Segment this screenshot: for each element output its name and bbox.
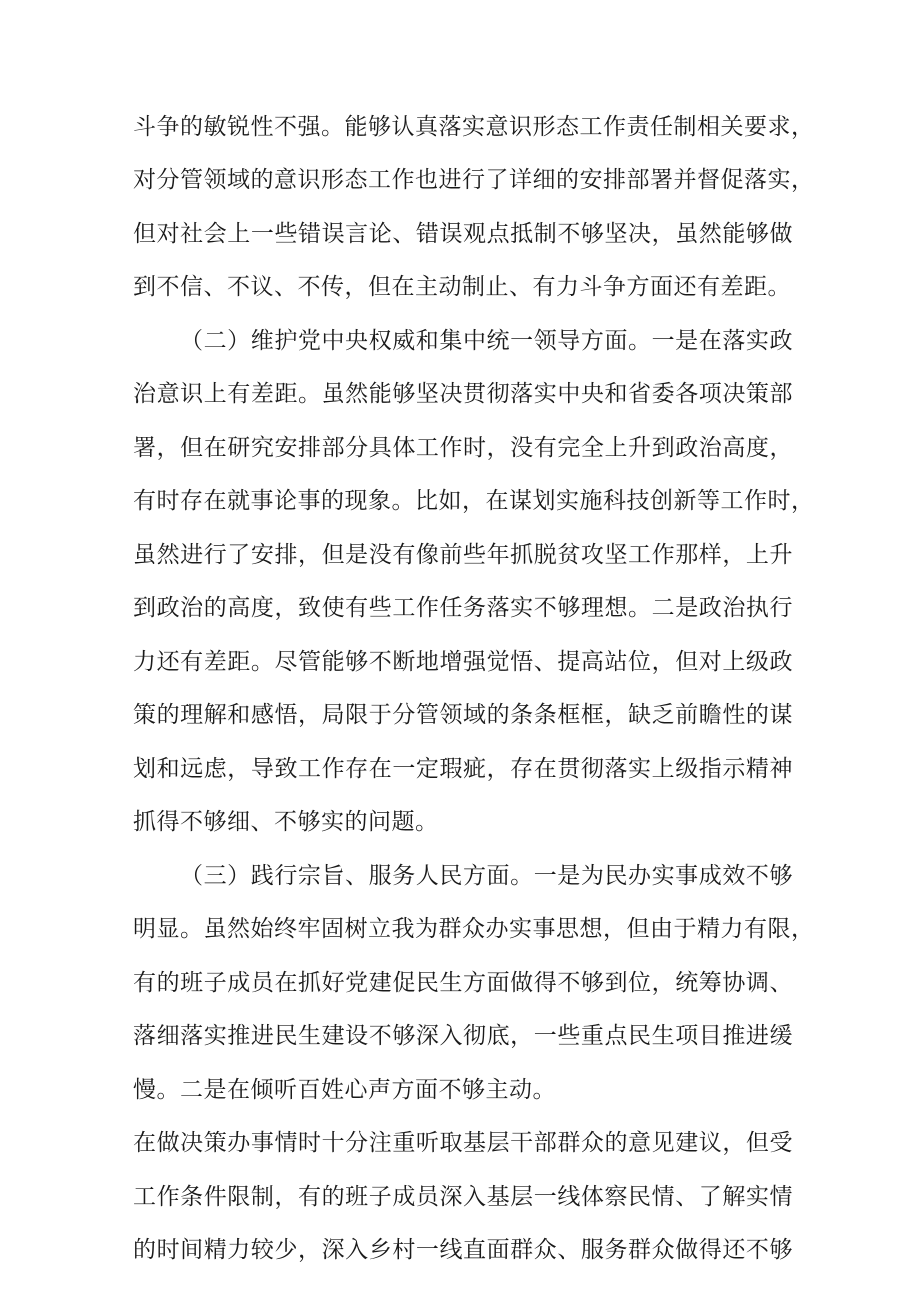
text-line: 力还有差距。尽管能够不断地增强觉悟、提高站位，但对上级政 bbox=[133, 649, 793, 675]
text-line: 策的理解和感悟，局限于分管领域的条条框框，缺乏前瞻性的谋 bbox=[133, 702, 793, 728]
text-line: 但对社会上一些错误言论、错误观点抵制不够坚决，虽然能够做 bbox=[133, 221, 793, 247]
text-line: 慢。二是在倾听百姓心声方面不够主动。 bbox=[133, 1077, 556, 1103]
text-line: 在做决策办事情时十分注重听取基层干部群众的意见建议，但受 bbox=[133, 1130, 793, 1156]
text-line: 斗争的敏锐性不强。能够认真落实意识形态工作责任制相关要求， bbox=[133, 114, 815, 140]
text-line: 抓得不够细、不够实的问题。 bbox=[133, 809, 439, 835]
text-line: 落细落实推进民生建设不够深入彻底，一些重点民生项目推进缓 bbox=[133, 1023, 793, 1049]
text-line: 对分管领域的意识形态工作也进行了详细的安排部署并督促落实， bbox=[133, 167, 815, 193]
text-line: 的时间精力较少，深入乡村一线直面群众、服务群众做得还不够 bbox=[133, 1237, 793, 1263]
text-line: 工作条件限制，有的班子成员深入基层一线体察民情、了解实情 bbox=[133, 1184, 793, 1210]
text-line: 治意识上有差距。虽然能够坚决贯彻落实中央和省委各项决策部 bbox=[133, 381, 793, 407]
text-line: 划和远虑，导致工作存在一定瑕疵，存在贯彻落实上级指示精神 bbox=[133, 756, 793, 782]
text-line: 有时存在就事论事的现象。比如，在谋划实施科技创新等工作时， bbox=[133, 488, 815, 514]
section-heading-line: （二）维护党中央权威和集中统一领导方面。一是在落实政 bbox=[180, 328, 793, 354]
text-line: 有的班子成员在抓好党建促民生方面做得不够到位，统筹协调、 bbox=[133, 970, 793, 996]
text-line: 明显。虽然始终牢固树立我为群众办实事思想，但由于精力有限， bbox=[133, 916, 815, 942]
text-line: 虽然进行了安排，但是没有像前些年抓脱贫攻坚工作那样，上升 bbox=[133, 542, 793, 568]
text-line: 到不信、不议、不传，但在主动制止、有力斗争方面还有差距。 bbox=[133, 274, 791, 300]
section-heading-line: （三）践行宗旨、服务人民方面。一是为民办实事成效不够 bbox=[180, 863, 793, 889]
text-line: 到政治的高度，致使有些工作任务落实不够理想。二是政治执行 bbox=[133, 595, 793, 621]
text-line: 署，但在研究安排部分具体工作时，没有完全上升到政治高度， bbox=[133, 435, 793, 461]
